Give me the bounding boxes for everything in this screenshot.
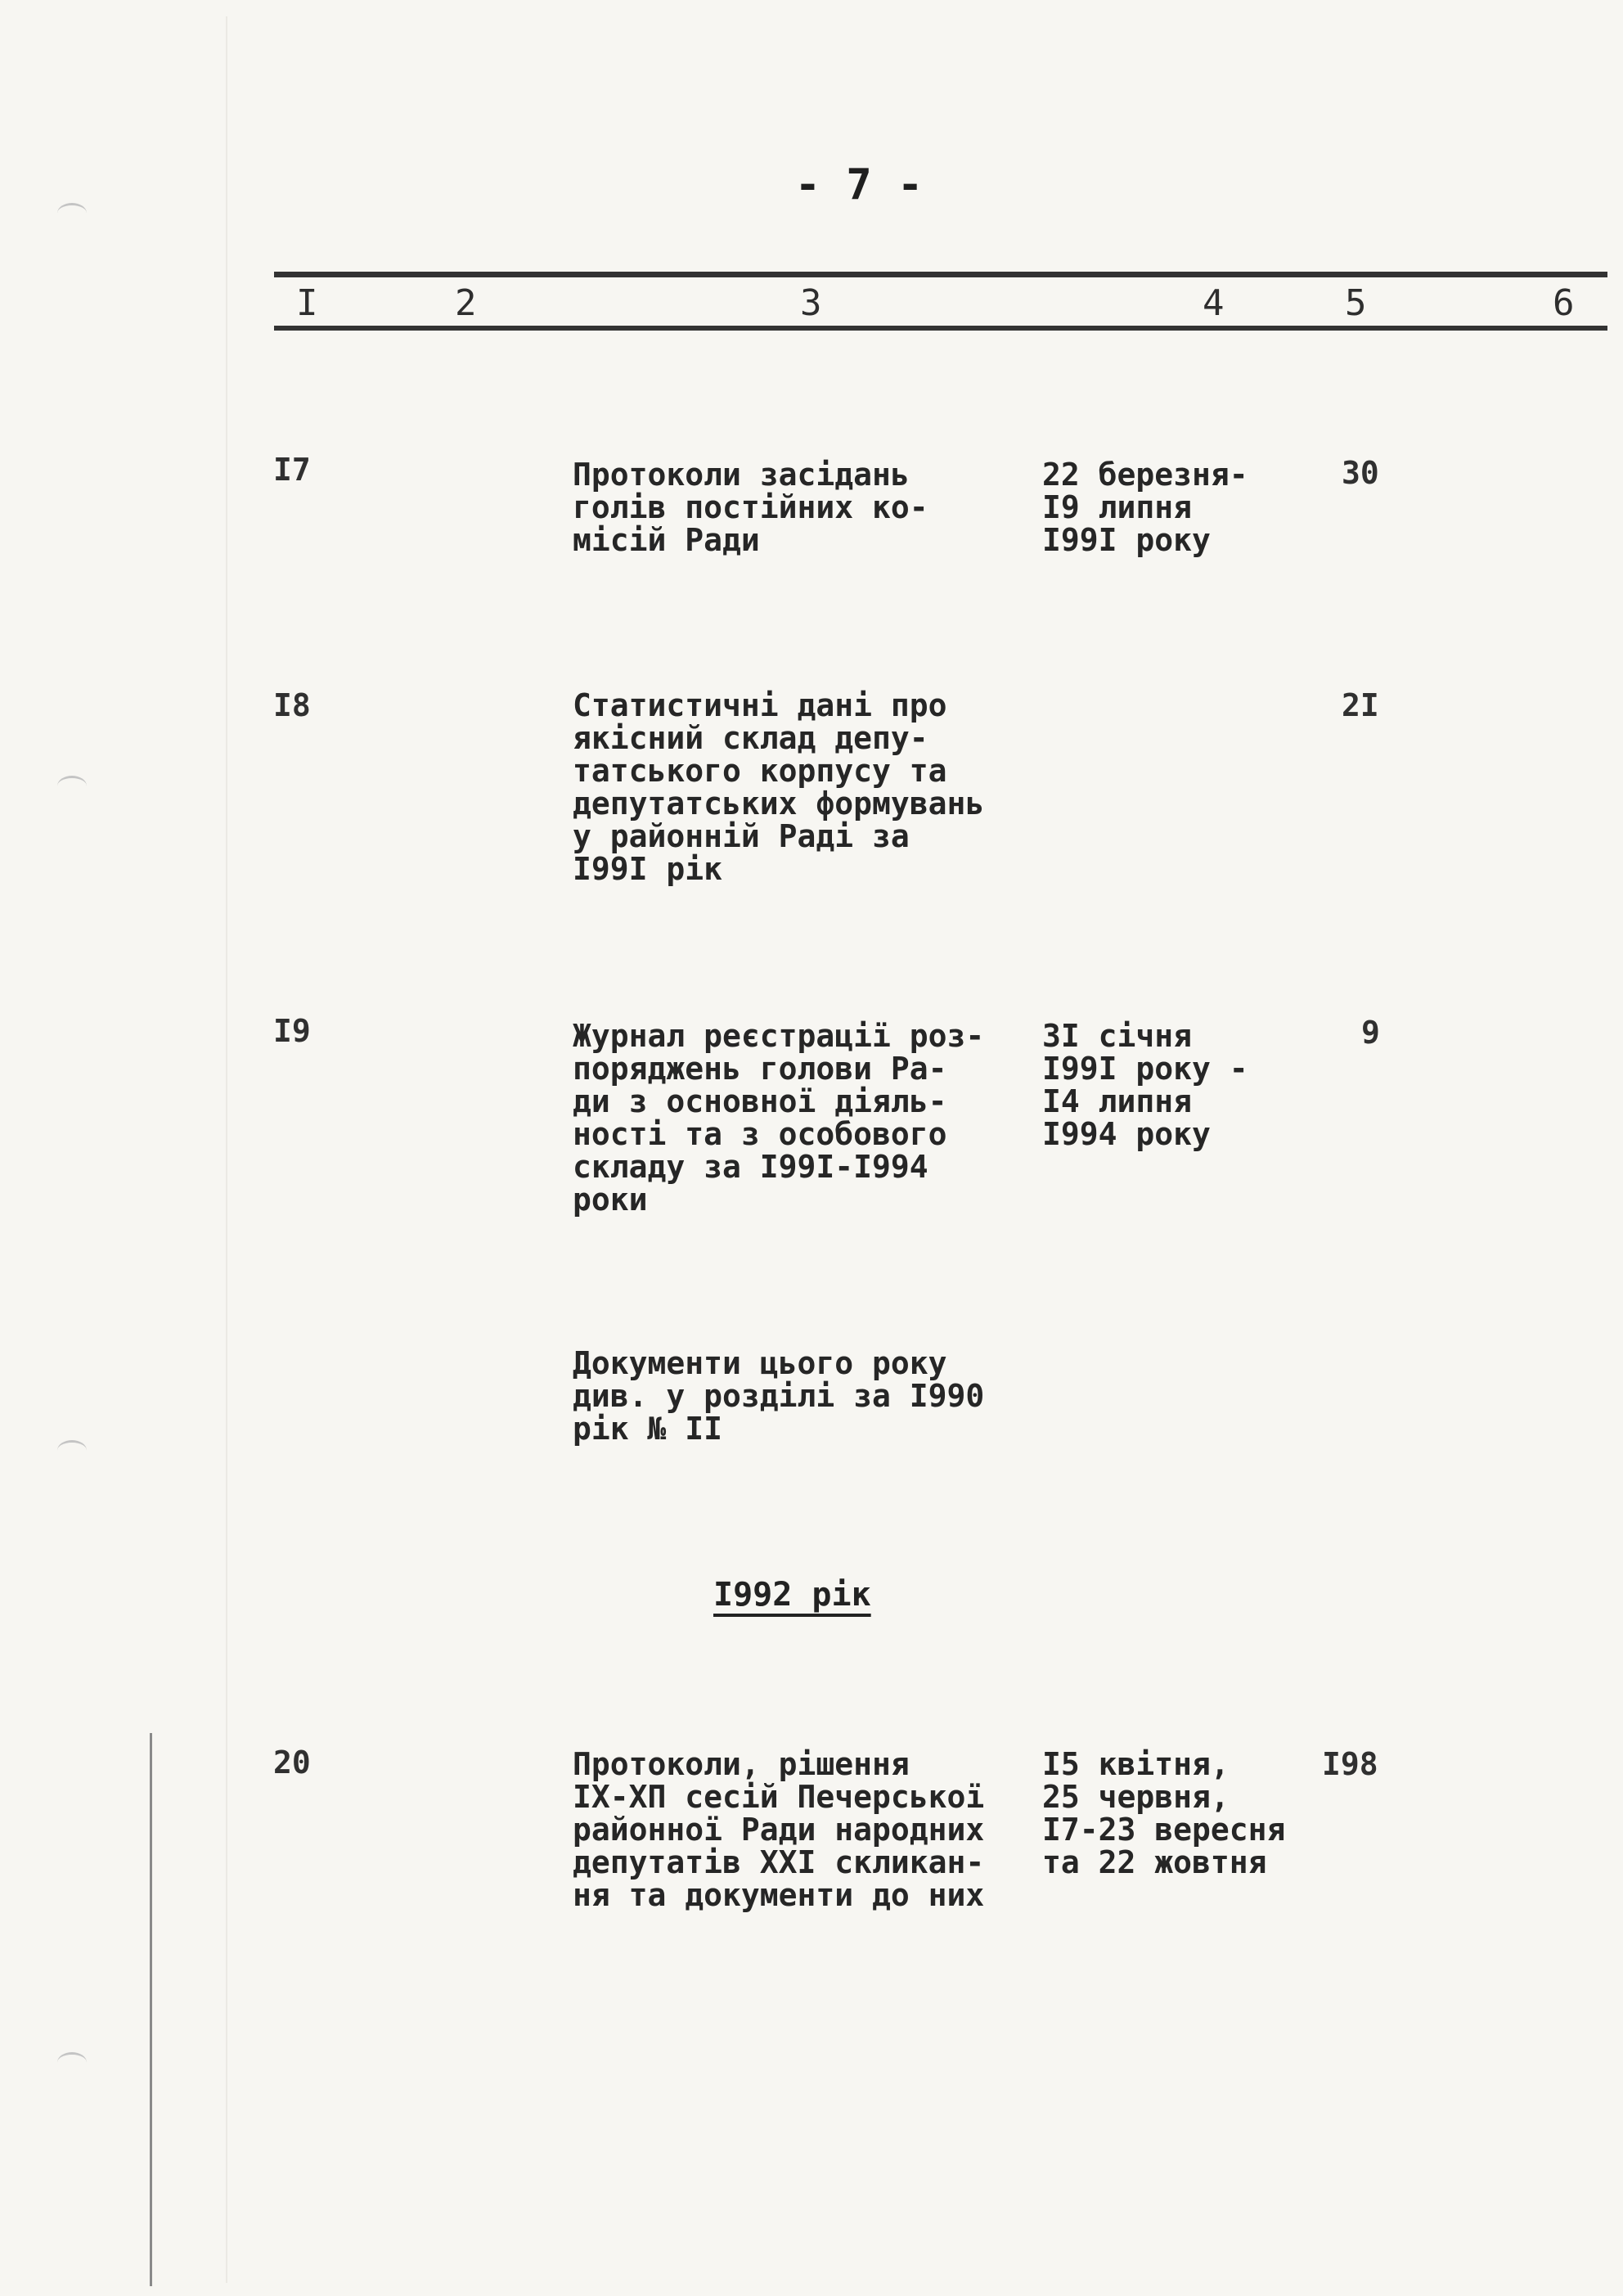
cross-reference-note: Документи цього року див. у розділі за I990 рік № II [573, 1345, 985, 1447]
column-header-6: 6 [1553, 282, 1575, 324]
entry-number: 20 [273, 1745, 311, 1781]
table-header-top-rule [274, 272, 1607, 277]
entry-sheets: 2I [1342, 687, 1379, 723]
binding-mark [150, 1733, 152, 2286]
table-header-bottom-rule [274, 326, 1607, 331]
entry-dates: I5 квітня, 25 червня, I7-23 вересня та 22 жовтня [1042, 1746, 1286, 1880]
column-header-5: 5 [1345, 282, 1367, 324]
entry-sheets: 9 [1361, 1015, 1380, 1051]
entry-title: Статистичні дані про якісний склад депу- татського корпусу та депутатських формувань у районній Раді за I99I рік [573, 687, 985, 887]
punch-hole [57, 203, 87, 223]
punch-hole [57, 776, 87, 796]
entry-number: I9 [273, 1013, 311, 1049]
column-header-2: 2 [455, 282, 477, 324]
column-header-4: 4 [1203, 282, 1225, 324]
entry-title: Журнал реєстрації роз- поряджень голови Ра- ди з основної діяль- ності та з особового складу за I99I-I994 роки [573, 1018, 985, 1218]
column-header-3: 3 [800, 282, 822, 324]
page-margin-line [226, 16, 227, 2283]
entry-number: I8 [273, 687, 311, 723]
punch-hole [57, 2052, 87, 2073]
column-header-1: I [296, 282, 318, 324]
entry-sheets: 30 [1342, 455, 1379, 491]
entry-title: Протоколи, рішення IX-XП сесій Печерської районної Ради народних депутатів XXI скликан- ня та документи до них [573, 1746, 985, 1913]
entry-sheets: I98 [1322, 1746, 1378, 1782]
section-heading-year: I992 рік [713, 1576, 871, 1614]
punch-hole [57, 1440, 87, 1461]
entry-title: Протоколи засідань голів постійних ко- місій Ради [573, 457, 928, 558]
page-number: - 7 - [794, 160, 924, 209]
entry-number: I7 [273, 452, 311, 488]
entry-dates: 22 березня- I9 липня I99I року [1042, 457, 1248, 558]
entry-dates: 3I січня I99I року - I4 липня I994 року [1042, 1018, 1248, 1152]
